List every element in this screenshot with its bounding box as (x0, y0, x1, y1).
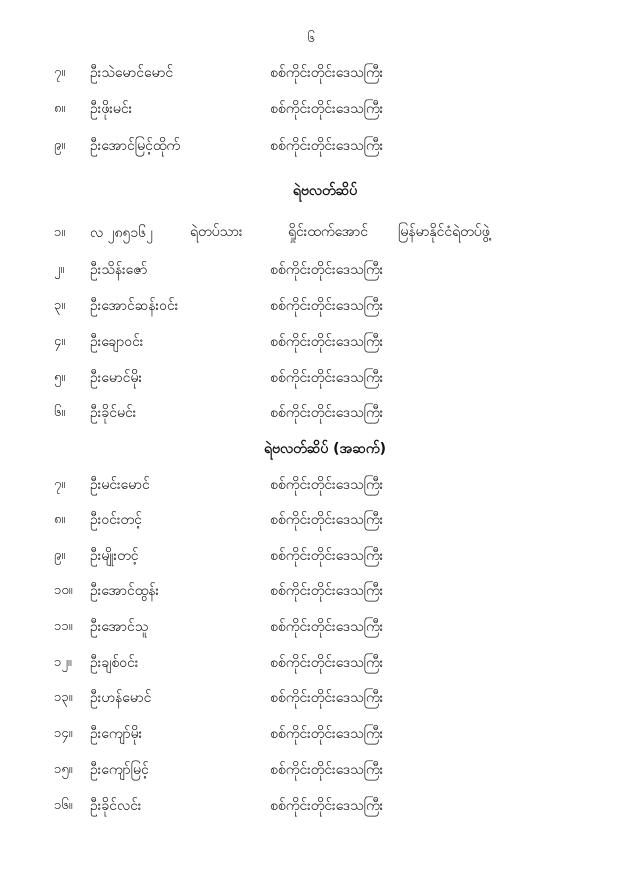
item-number: ၁၂။ (54, 655, 72, 670)
item-title: စစ်ကိုင်းတိုင်းဒေသကြီး (270, 548, 384, 564)
item-title: စစ်ကိုင်းတိုင်းဒေသကြီး (270, 298, 384, 314)
item-title: စစ်ကိုင်းတိုင်းဒေသကြီး (270, 262, 384, 278)
item-number: ၁။ (54, 225, 66, 240)
list-item (0, 331, 622, 353)
list-item (0, 98, 622, 120)
item-name: ဦးဖိုးမင်း (90, 101, 133, 117)
item-title: စစ်ကိုင်းတိုင်းဒေသကြီး (270, 619, 384, 635)
item-title: စစ်ကိုင်းတိုင်းဒေသကြီး (270, 762, 384, 778)
item-name: ဦးအောင်မြင့်ထိုက် (90, 138, 181, 154)
item-name: ဦးမောင်မိုး (90, 370, 142, 386)
item-title: စစ်ကိုင်းတိုင်းဒေသကြီး (270, 101, 384, 117)
item-number: ၁၃။ (54, 690, 73, 705)
list-item (0, 295, 622, 317)
item-name: ဦးကျော်မိုး (90, 726, 143, 742)
item-number: ၁၀။ (54, 583, 73, 598)
item-name: ဦးချစ်ဝင်း (90, 655, 139, 671)
list-item (0, 652, 622, 674)
item-title: စစ်ကိုင်းတိုင်းဒေသကြီး (270, 655, 384, 671)
list-item (0, 687, 622, 709)
list-item (0, 135, 622, 157)
list-item (0, 474, 622, 496)
section-heading: ရဲဗလတ်ဆိပ် (အဆက်) (263, 441, 387, 457)
item-number: ၉။ (54, 548, 66, 563)
item-name: ဦးမင်းမောင် (90, 477, 150, 493)
item-title: စစ်ကိုင်းတိုင်းဒေသကြီး (270, 65, 384, 81)
list-item (0, 62, 622, 84)
list-item (0, 509, 622, 531)
item-name: ဦးအောင်သူ (90, 619, 149, 635)
item-title: စစ်ကိုင်းတိုင်းဒေသကြီး (270, 477, 384, 493)
item-name: ဦးသိန်းဇော် (90, 262, 148, 278)
list-item (0, 616, 622, 638)
item-number: ၇။ (54, 65, 66, 80)
item-id: လ ၂၈၅၁၆၂ (90, 225, 153, 241)
item-unit: မြန်မာနိုင်ငံရဲတပ်ဖွဲ့ (398, 224, 490, 240)
item-number: ၅။ (54, 370, 66, 385)
list-item (0, 580, 622, 602)
item-number: ၈။ (54, 512, 66, 527)
list-item (0, 222, 622, 244)
list-item (0, 759, 622, 781)
list-item (0, 545, 622, 567)
item-number: ၁၄။ (54, 726, 73, 741)
list-item (0, 795, 622, 817)
item-title: စစ်ကိုင်းတိုင်းဒေသကြီး (270, 512, 384, 528)
item-title: စစ်ကိုင်းတိုင်းဒေသကြီး (270, 690, 384, 706)
item-number: ၇။ (54, 477, 66, 492)
item-name: ဦးဝင်းတင့် (90, 512, 142, 528)
list-item (0, 367, 622, 389)
item-number: ၁၆။ (54, 798, 73, 813)
item-name: ဦးခိုင်မင်း (90, 405, 137, 421)
item-name: ဦးချောဝင်း (90, 334, 144, 350)
item-title: စစ်ကိုင်းတိုင်းဒေသကြီး (270, 370, 384, 386)
item-name: ဦးကျော်မြင့် (90, 762, 149, 778)
item-number: ၁၅။ (54, 762, 73, 777)
item-rank: ရဲတပ်သား (190, 224, 243, 240)
list-item (0, 402, 622, 424)
item-name: ဦးမျိုးတင့် (90, 548, 139, 564)
item-name: ဦးအောင်ဆန်းဝင်း (90, 298, 179, 314)
list-item (0, 259, 622, 281)
item-number: ၄။ (54, 334, 66, 349)
item-title: စစ်ကိုင်းတိုင်းဒေသကြီး (270, 726, 384, 742)
item-title: စစ်ကိုင်းတိုင်းဒေသကြီး (270, 798, 384, 814)
item-title: စစ်ကိုင်းတိုင်းဒေသကြီး (270, 334, 384, 350)
item-name: ရှိုင်းထက်အောင် (288, 224, 369, 240)
item-number: ၉။ (54, 138, 66, 153)
item-name: ဦးသဲမောင်မောင် (90, 65, 174, 81)
item-name: ဦးခိုင်လင်း (90, 798, 142, 814)
item-number: ၆။ (54, 405, 66, 420)
section-heading: ရဲဗလတ်ဆိပ် (292, 183, 358, 199)
item-title: စစ်ကိုင်းတိုင်းဒေသကြီး (270, 583, 384, 599)
item-number: ၃။ (54, 298, 66, 313)
item-title: စစ်ကိုင်းတိုင်းဒေသကြီး (270, 138, 384, 154)
item-title: စစ်ကိုင်းတိုင်းဒေသကြီး (270, 405, 384, 421)
item-number: ၁၁။ (54, 619, 73, 634)
item-number: ၂။ (54, 262, 65, 277)
list-item (0, 723, 622, 745)
item-name: ဦးအောင်ထွန်း (90, 583, 160, 599)
page-number: ၆ (307, 31, 315, 46)
item-name: ဦးဟန်မောင် (90, 690, 152, 706)
item-number: ၈။ (54, 101, 66, 116)
